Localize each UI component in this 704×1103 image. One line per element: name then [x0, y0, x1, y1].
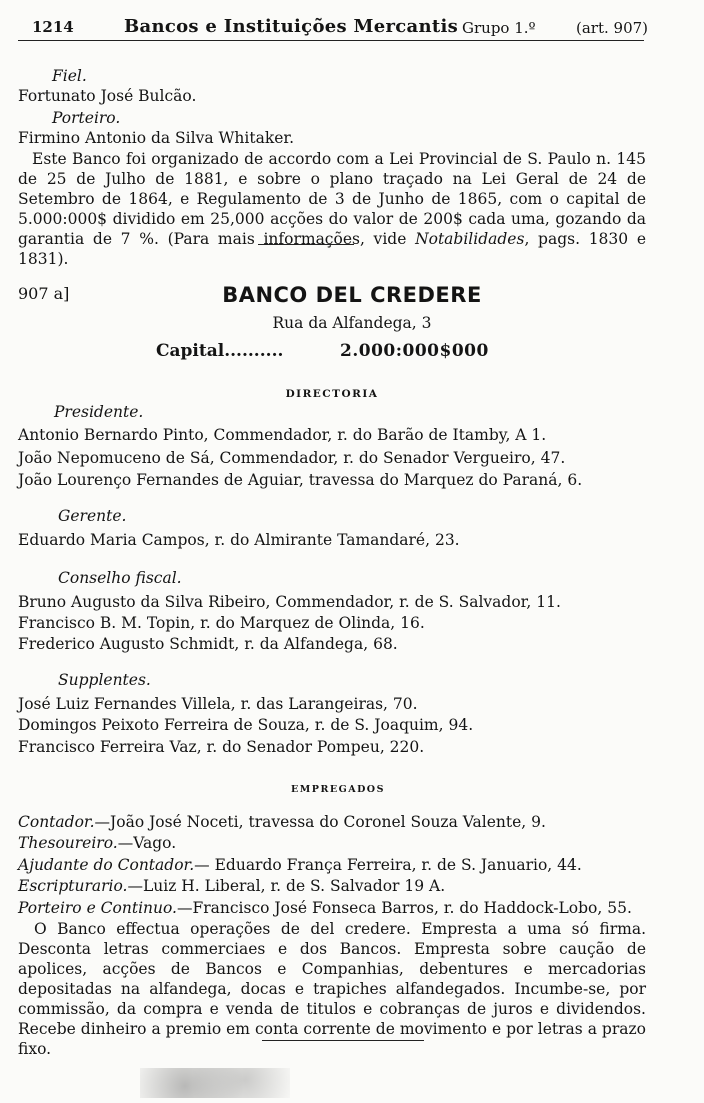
directoria-heading: DIRECTORIA: [285, 388, 379, 400]
entry-number: 907 a]: [18, 284, 70, 303]
bank-address: Rua da Alfandega, 3: [272, 314, 432, 332]
closing-rule: [262, 1040, 424, 1041]
employee-entry: [18, 812, 546, 832]
employee-role: Thesoureiro.: [18, 834, 118, 852]
empregados-heading: EMPREGADOS: [291, 784, 385, 795]
running-title: Bancos e Instituições Mercantis: [124, 16, 459, 37]
supplentes-label: Supplentes.: [58, 671, 151, 689]
article-reference: (art. 907): [576, 19, 649, 37]
employee-text: —João José Noceti, travessa do Coronel Souza Valente, 9.: [94, 813, 546, 831]
president-label: Presidente.: [54, 403, 144, 421]
capital-value: 2.000:000$000: [340, 341, 489, 361]
conselho-label: Conselho fiscal.: [58, 569, 182, 587]
fiel-label: Fiel.: [52, 67, 87, 85]
conselho-entry: Francisco B. M. Topin, r. do Marquez de Olinda, 16.: [18, 614, 425, 632]
employee-role: Escripturario.: [18, 877, 128, 895]
bank-history-paragraph: [18, 149, 646, 269]
notabilidades-reference: Notabilidades: [415, 230, 525, 248]
supplente-entry: Domingos Peixoto Ferreira de Souza, r. de S. Joaquim, 94.: [18, 716, 474, 734]
print-speckle: [140, 1068, 290, 1098]
paragraph-text-a: Este Banco foi organizado de accordo com a Lei Provincial de S. Paulo n. 145 de 25 de Julho de 1881, e sobre o plano traçado na Lei Geral de 24 de Setembro de 1864, e Regulamento de 3 de Junho de 1865, com o capital de 5.000:000$ dividido em 25,000 acções do valor de 200$ cada uma, gozando da garantia de 7 %. (Para mais informações, vide: [18, 150, 646, 248]
header-rule: [18, 40, 644, 41]
supplente-entry: José Luiz Fernandes Villela, r. das Larangeiras, 70.: [18, 695, 418, 713]
employee-role: Porteiro e Continuo.: [18, 899, 177, 917]
employee-entry: [18, 833, 176, 853]
employee-text: —Luiz H. Liberal, r. de S. Salvador 19 A.: [127, 877, 446, 895]
conselho-entry: Bruno Augusto da Silva Ribeiro, Commendador, r. de S. Salvador, 11.: [18, 593, 561, 611]
section-separator: [258, 244, 354, 245]
employee-entry: [18, 876, 445, 896]
fiel-name: Fortunato José Bulcão.: [18, 87, 197, 105]
operations-paragraph: O Banco effectua operações de del credere. Empresta a uma só firma. Desconta letras commerciaes e dos Bancos. Empresta sobre caução de apolices, acções de Bancos e Companhias, debentures e mercadorias depositadas na alfandega, docas e trapiches alfandegados. Incumbe-se, por commissão, da compra e venda de titulos e cobranças de juros e dividendos. Recebe dinheiro a premio em conta corrente de movimento e por letras a prazo fixo.: [18, 920, 646, 1058]
porteiro-label: Porteiro.: [52, 109, 121, 127]
employee-text: —Vago.: [117, 834, 177, 852]
porteiro-name: Firmino Antonio da Silva Whitaker.: [18, 129, 295, 147]
employee-text: —Francisco José Fonseca Barros, r. do Haddock-Lobo, 55.: [176, 899, 632, 917]
bank-name: BANCO DEL CREDERE: [222, 283, 482, 307]
president-entry: João Nepomuceno de Sá, Commendador, r. do Senador Vergueiro, 47.: [18, 449, 566, 467]
employee-text: — Eduardo França Ferreira, r. de S. Januario, 44.: [194, 856, 582, 874]
employee-entry: [18, 855, 582, 875]
capital-label: Capital..........: [156, 341, 284, 361]
conselho-entry: Frederico Augusto Schmidt, r. da Alfandega, 68.: [18, 635, 398, 653]
employee-role: Contador.: [18, 813, 95, 831]
employee-entry: [18, 898, 632, 918]
group-label: Grupo 1.º: [462, 19, 536, 37]
president-entry: João Lourenço Fernandes de Aguiar, travessa do Marquez do Paraná, 6.: [18, 471, 583, 489]
page-number: 1214: [32, 18, 74, 36]
president-entry: Antonio Bernardo Pinto, Commendador, r. do Barão de Itamby, A 1.: [18, 426, 547, 444]
gerente-label: Gerente.: [58, 507, 127, 525]
paragraph-text-b: , pags. 1830 e 1831).: [18, 230, 646, 268]
employee-role: Ajudante do Contador.: [18, 856, 195, 874]
supplente-entry: Francisco Ferreira Vaz, r. do Senador Pompeu, 220.: [18, 738, 425, 756]
gerente-entry: Eduardo Maria Campos, r. do Almirante Tamandaré, 23.: [18, 531, 460, 549]
